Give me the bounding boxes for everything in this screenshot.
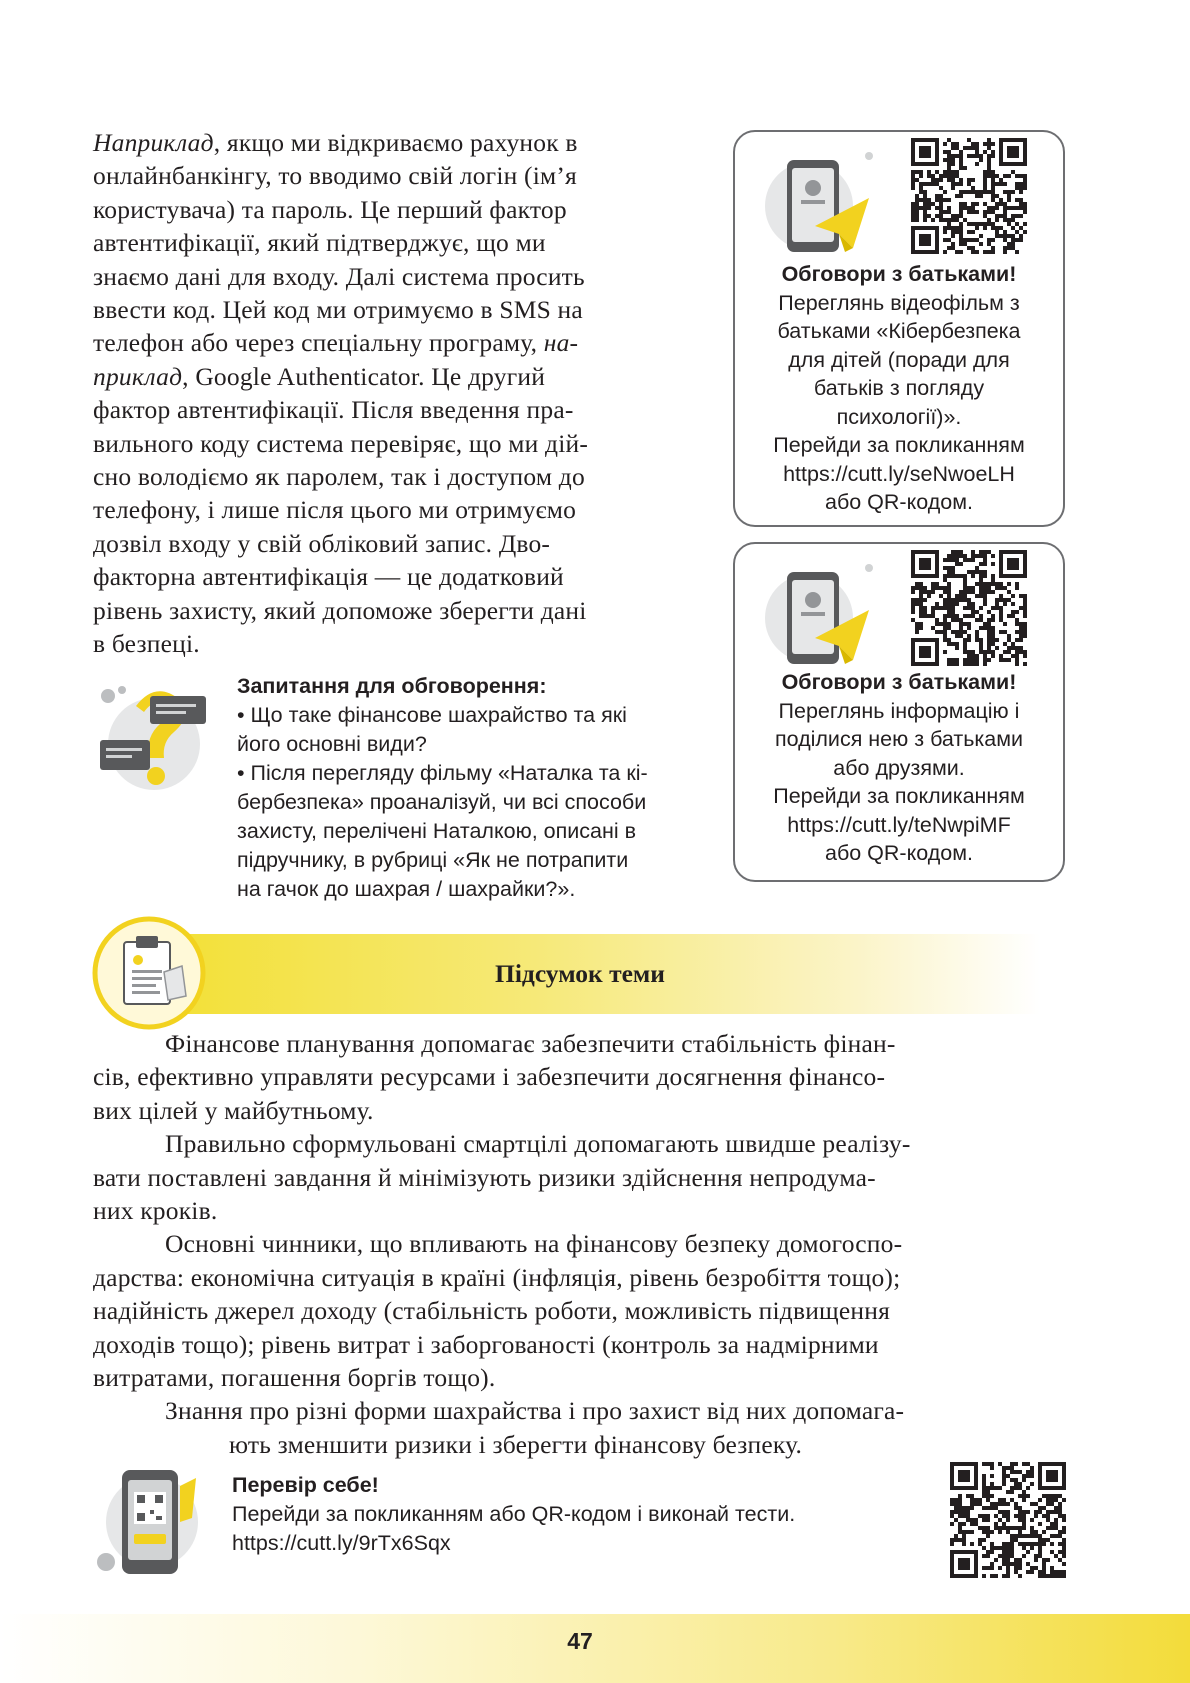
box-title: Обговори з батьками! xyxy=(781,262,1017,286)
text-line: телефону, і лише після цього ми отримуємо xyxy=(93,495,577,525)
box-text xyxy=(741,668,1057,868)
text-line: знаємо дані для входу. Далі система просить xyxy=(93,261,585,291)
box-line: психології)». xyxy=(836,404,962,429)
text-line: ють зменшити ризики і зберегти фінансову безпеку. xyxy=(229,1429,803,1459)
box-line: Переглянь відеофільм з xyxy=(778,290,1020,315)
question-mark-illustration-icon xyxy=(92,676,222,796)
summary-text xyxy=(93,1027,1061,1461)
box-title: Обговори з батьками! xyxy=(781,670,1017,694)
text-line: в безпеці. xyxy=(93,629,200,659)
text-line: вати поставлені завдання й мінімізують ризики здійснення непродума- xyxy=(93,1162,876,1192)
phone-paper-plane-icon xyxy=(757,556,877,676)
text-line: користувача) та пароль. Це перший фактор xyxy=(93,194,567,224)
text-line: приклад, Google Authenticator. Це другий xyxy=(93,361,546,391)
link[interactable]: https://cutt.ly/seNwoeLH xyxy=(783,461,1015,486)
text-line: Знання про різні форми шахрайства і про захист від них допомага- xyxy=(165,1396,905,1426)
discussion-title: Запитання для обговорення: xyxy=(237,674,547,698)
phone-qr-icon xyxy=(92,1462,204,1580)
discussion-line: бербезпека» проаналізуй, чи всі способи xyxy=(237,790,647,814)
phone-paper-plane-icon xyxy=(757,144,877,264)
text-line: доходів тощо); рівень витрат і заборгованості (контроль за надмірними xyxy=(93,1329,879,1359)
text-line: сно володіємо як паролем, так і доступом до xyxy=(93,462,585,492)
discussion-line: підручнику, в рубриці «Як не потрапити xyxy=(237,848,629,872)
link[interactable]: https://cutt.ly/9rTx6Sqx xyxy=(232,1531,451,1555)
text-line: факторна автентифікація — це додатковий xyxy=(93,562,564,592)
text-line: вих цілей у майбутньому. xyxy=(93,1095,374,1125)
discussion-line: на гачок до шахрая / шахрайки?». xyxy=(237,877,576,901)
box-line: поділися нею з батьками xyxy=(774,727,1024,751)
text-line: витратами, погашення боргів тощо). xyxy=(93,1363,496,1393)
text-line: сів, ефективно управляти ресурсами і забезпечити досягнення фінансо- xyxy=(93,1062,886,1092)
text-line: дозвіл входу у свій обліковий запис. Дво- xyxy=(93,528,551,558)
box-line: Перейди за покликанням xyxy=(773,784,1025,808)
text-line: рівень захисту, який допоможе зберегти дані xyxy=(93,595,587,625)
text-line: них кроків. xyxy=(93,1196,218,1226)
discussion-line: захисту, перелічені Наталкою, описані в xyxy=(237,819,637,843)
page-number: 47 xyxy=(567,1628,593,1654)
text-line: ввести код. Цей код ми отримуємо в SMS на xyxy=(93,295,583,325)
box-line: Переглянь інформацію і xyxy=(778,698,1020,723)
discuss-with-parents-box xyxy=(733,542,1065,882)
box-line: Перейди за покликанням xyxy=(773,433,1025,457)
discussion-questions xyxy=(237,672,707,904)
text-line: фактор автентифікації. Після введення пра- xyxy=(93,395,574,425)
qr-code-icon[interactable] xyxy=(911,138,1027,254)
text-line: вильного коду система перевіряє, що ми дій- xyxy=(93,428,589,458)
text-line: дарства: економічна ситуація в країні (інфляція, рівень безробіття тощо); xyxy=(93,1262,901,1292)
box-line: або QR-кодом. xyxy=(824,841,973,865)
discussion-line: • Що таке фінансове шахрайство та які xyxy=(237,703,627,727)
check-title: Перевір себе! xyxy=(232,1473,379,1497)
check-line: Перейди за покликанням або QR-кодом і виконай тести. xyxy=(232,1502,796,1526)
qr-code-icon[interactable] xyxy=(911,550,1027,666)
text-line: Основні чинники, що впливають на фінансову безпеку домогоспо- xyxy=(165,1229,903,1259)
link[interactable]: https://cutt.ly/teNwpiMF xyxy=(787,812,1011,837)
text-line: Правильно сформульовані смартцілі допомагають швидше реалізу- xyxy=(165,1129,911,1159)
text-line: Фінансове планування допомагає забезпечити стабільність фінан- xyxy=(165,1029,896,1058)
discuss-with-parents-box xyxy=(733,130,1065,527)
summary-title: Підсумок теми xyxy=(495,959,665,988)
box-line: або друзями. xyxy=(833,755,965,780)
box-text xyxy=(741,260,1057,517)
check-yourself xyxy=(232,1471,952,1558)
main-paragraph xyxy=(93,126,705,661)
box-line: батьків з погляду xyxy=(813,376,985,400)
qr-code-icon[interactable] xyxy=(950,1462,1066,1578)
text-line: надійність джерел доходу (стабільність роботи, можливість підвищення xyxy=(93,1296,891,1326)
text-line: автентифікації, який підтверджує, що ми xyxy=(93,228,546,258)
box-line: або QR-кодом. xyxy=(824,490,973,514)
discussion-line: • Після перегляду фільму «Наталка та кі- xyxy=(237,761,648,785)
text-line: онлайнбанкінгу, то вводимо свій логін (ім’я xyxy=(93,161,577,191)
box-line: батьками «Кібербезпека xyxy=(777,319,1021,343)
text-line: телефон або через спеціальну програму, на- xyxy=(93,328,579,358)
discussion-line: його основні види? xyxy=(237,732,427,756)
text-line: Наприклад, якщо ми відкриваємо рахунок в xyxy=(93,128,578,157)
box-line: для дітей (поради для xyxy=(788,347,1010,372)
